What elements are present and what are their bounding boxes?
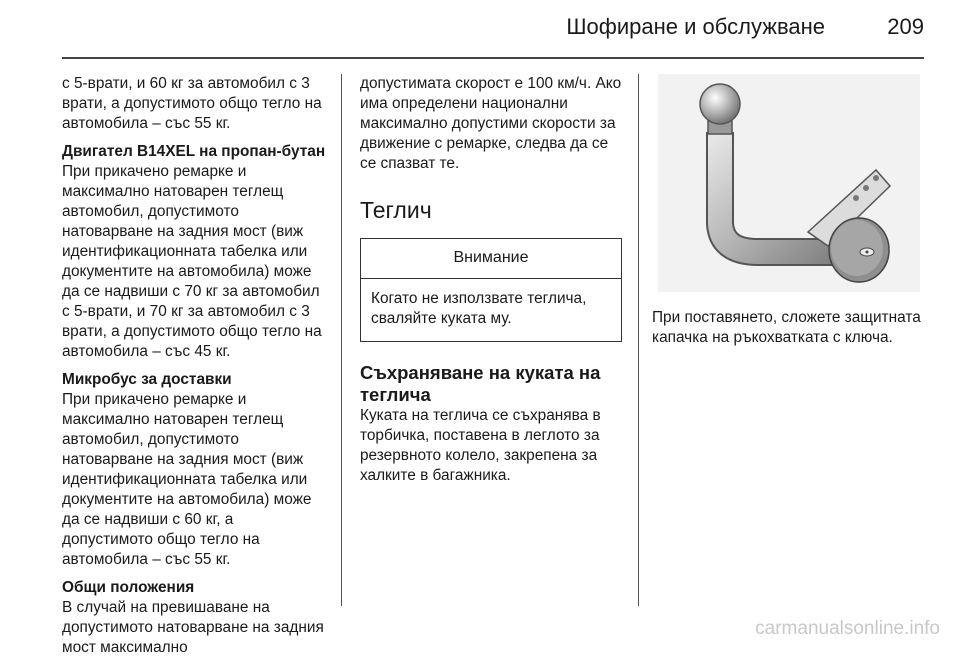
paragraph: с 5-врати, и 60 кг за автомобил с 3 врати, а допустимото общо тегло на автомобила – със 55 кг. bbox=[62, 75, 322, 132]
section bbox=[62, 370, 326, 570]
warning-box bbox=[360, 238, 622, 342]
paragraph: Куката на теглича се съхранява в торбичка, поставена в леглото за резервното колело, закрепена за халките в багажника. bbox=[360, 407, 601, 484]
subsection-title: Съхраняване на куката на теглича bbox=[360, 362, 601, 405]
paragraph: При прикачено ремарке и максимално натоварен теглещ автомобил, допустимото натоварване на задния мост (виж идентификационната табелка или документите на автомобила) може да се надвиши с 70 кг за автомобил с 5-врати, и 70 кг за автомобил с 3 врати, а допустимото общо тегло на автомобила – със 45 кг. bbox=[62, 163, 322, 360]
section-title: Теглич bbox=[360, 197, 432, 223]
column-divider bbox=[638, 74, 639, 606]
warning-title: Внимание bbox=[361, 239, 621, 279]
header-divider bbox=[62, 57, 924, 59]
tow-hook-illustration bbox=[658, 74, 920, 292]
paragraph: допустимата скорост е 100 км/ч. Ако има определени национални максимално допустими скорости за движение с ремарке, следва да се се спазват те. bbox=[360, 75, 622, 172]
warning-text: Когато не използвате теглича, сваляйте куката му. bbox=[371, 290, 587, 327]
column-left bbox=[62, 74, 326, 666]
section-heading: Общи положения bbox=[62, 579, 195, 596]
page-header-title: Шофиране и обслужване bbox=[566, 14, 825, 39]
section bbox=[62, 142, 326, 362]
column-right bbox=[652, 74, 924, 348]
section-heading: Двигател B14XEL на пропан-бутан bbox=[62, 143, 326, 160]
figure-caption: При поставянето, сложете защитната капачка на ръкохватката с ключа. bbox=[652, 309, 921, 346]
section-heading: Микробус за доставки bbox=[62, 371, 232, 388]
page-number: 209 bbox=[887, 14, 924, 39]
section bbox=[62, 578, 326, 658]
paragraph: При прикачено ремарке и максимално натоварен теглещ автомобил, допустимото натоварване на задния мост (виж идентификационната табелка или документите на автомобила) може да се надвиши с 60 кг, а допустимото общо тегло на автомобила – със 55 кг. bbox=[62, 391, 312, 568]
column-middle bbox=[360, 74, 622, 486]
paragraph: В случай на превишаване на допустимото натоварване на задния мост максимално bbox=[62, 599, 324, 656]
tow-hook-icon bbox=[658, 74, 920, 292]
column-divider bbox=[341, 74, 342, 606]
watermark: carmanualsonline.info bbox=[755, 618, 940, 639]
